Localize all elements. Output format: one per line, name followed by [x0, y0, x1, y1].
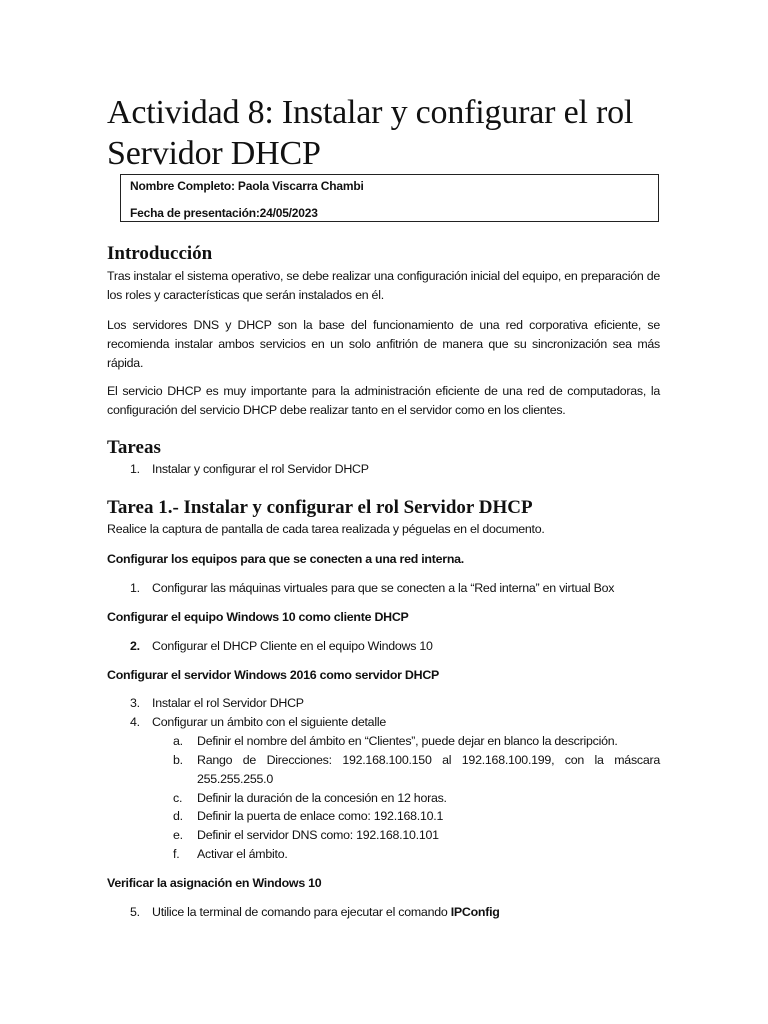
- list-item: [107, 694, 660, 713]
- list-text: Configurar las máquinas virtuales para que se conecten a la “Red interna” en virtual Box: [152, 581, 615, 595]
- section-heading-windows10: Configurar el equipo Windows 10 como cliente DHCP: [107, 610, 409, 624]
- list-text: Instalar el rol Servidor DHCP: [152, 696, 304, 710]
- list-item: [107, 579, 660, 598]
- list-item: [107, 460, 660, 479]
- title-line-1: Actividad 8: Instalar y configurar el rol: [107, 94, 634, 131]
- student-info-box: [120, 174, 659, 222]
- command-name: IPConfig: [450, 905, 500, 919]
- sub-list-item: [107, 751, 660, 789]
- list-number: 5.: [130, 905, 140, 919]
- intro-paragraph-1: Tras instalar el sistema operativo, se debe realizar una configuración inicial del equipo, en preparación de los roles y características que serán instalados en él.: [107, 269, 660, 302]
- sub-list-item: [107, 732, 660, 751]
- sub-list-item: [107, 807, 660, 826]
- tarea1-intro: Realice la captura de pantalla de cada tarea realizada y péguelas en el documento.: [107, 522, 545, 536]
- list-number: 1.: [130, 581, 140, 595]
- list-number: 2.: [130, 639, 140, 653]
- section-heading-red-interna: Configurar los equipos para que se conecten a una red interna.: [107, 552, 464, 566]
- list-item: [107, 713, 660, 732]
- sub-list-text: Definir la duración de la concesión en 12 horas.: [197, 791, 447, 805]
- sub-list-text: Definir la puerta de enlace como: 192.168.10.1: [197, 809, 444, 823]
- section-heading-verificar: Verificar la asignación en Windows 10: [107, 876, 322, 890]
- list-number: 1.: [130, 462, 140, 476]
- list-item: [107, 903, 660, 922]
- title-line-2: Servidor DHCP: [107, 135, 321, 172]
- sub-list-item: [107, 845, 660, 864]
- sub-list-item: [107, 789, 660, 808]
- sub-list-letter: b.: [173, 753, 183, 767]
- list-text-body: Utilice la terminal de comando para ejecutar el comando: [152, 905, 451, 919]
- sub-list-letter: c.: [173, 791, 183, 805]
- intro-paragraph-3: El servicio DHCP es muy importante para la administración eficiente de una red de computadoras, la configuración del servicio DHCP debe realizar tanto en el servidor como en los clientes.: [107, 384, 660, 417]
- sub-list-letter: d.: [173, 809, 183, 823]
- tareas-heading: Tareas: [107, 437, 161, 458]
- list-item: [107, 637, 660, 656]
- section-heading-servidor: Configurar el servidor Windows 2016 como servidor DHCP: [107, 668, 440, 682]
- tarea1-heading: Tarea 1.- Instalar y configurar el rol Servidor DHCP: [107, 497, 533, 518]
- sub-list-text: Definir el servidor DNS como: 192.168.10.101: [197, 828, 439, 842]
- page-title: [107, 92, 667, 174]
- sub-list-text: Activar el ámbito.: [197, 847, 288, 861]
- list-text: Configurar el DHCP Cliente en el equipo Windows 10: [152, 639, 433, 653]
- sub-list-letter: e.: [173, 828, 183, 842]
- sub-list-letter: f.: [173, 847, 180, 861]
- presentation-date: Fecha de presentación:24/05/2023: [130, 206, 318, 220]
- list-text: [152, 903, 500, 922]
- student-name: Nombre Completo: Paola Viscarra Chambi: [130, 179, 364, 193]
- list-number: 4.: [130, 715, 140, 729]
- intro-heading: Introducción: [107, 243, 213, 264]
- list-text: Configurar un ámbito con el siguiente detalle: [152, 715, 386, 729]
- list-number: 3.: [130, 696, 140, 710]
- sub-list-letter: a.: [173, 734, 183, 748]
- sub-list-text: Definir el nombre del ámbito en “Clientes”, puede dejar en blanco la descripción.: [197, 734, 618, 748]
- intro-paragraph-2: Los servidores DNS y DHCP son la base del funcionamiento de una red corporativa eficiente, se recomienda instalar ambos servicios en un solo anfitrión de manera que su sincronización sea más rápida.: [107, 318, 660, 370]
- sub-list-item: [107, 826, 660, 845]
- sub-list-text: Rango de Direcciones: 192.168.100.150 al 192.168.100.199, con la máscara 255.255.255.0: [197, 753, 660, 786]
- list-text: Instalar y configurar el rol Servidor DHCP: [152, 462, 369, 476]
